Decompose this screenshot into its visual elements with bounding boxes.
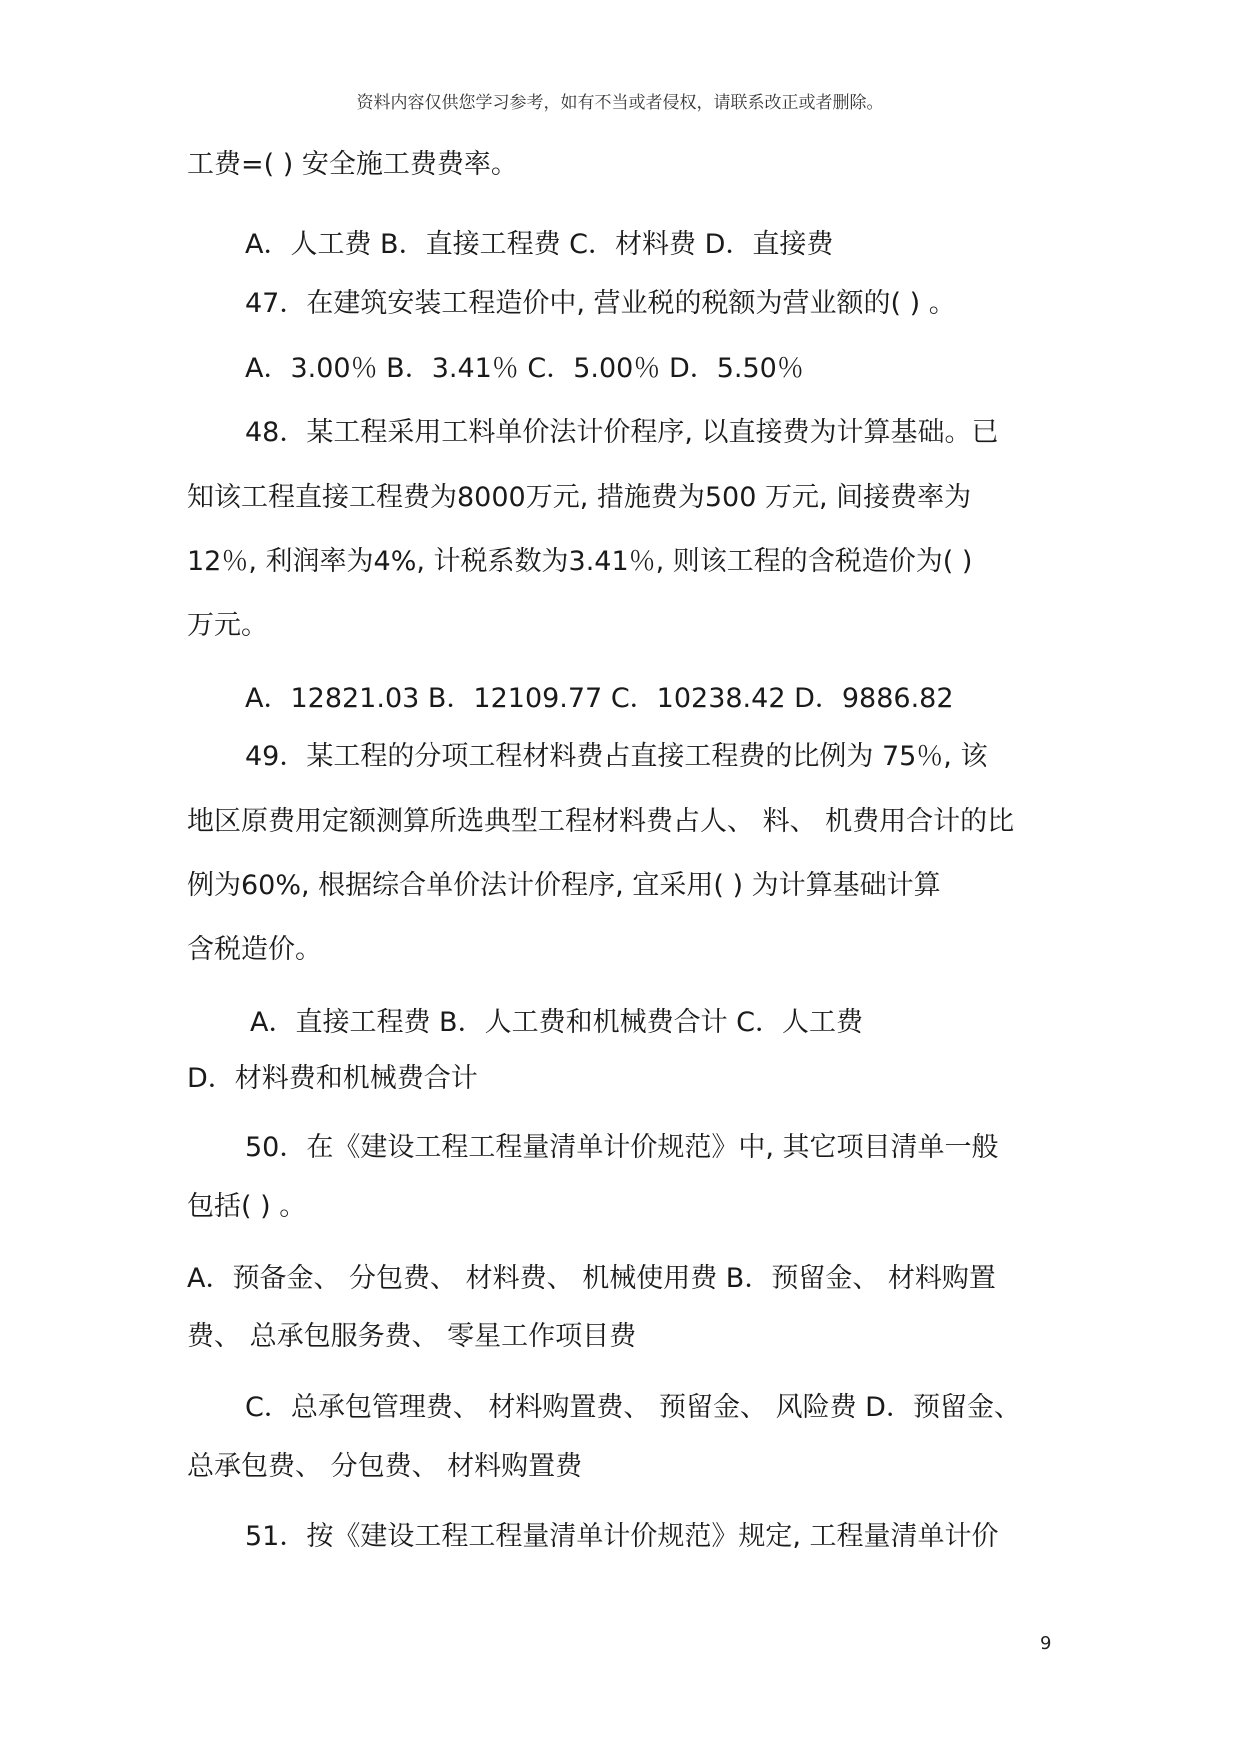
- option-line: A．3.00％ B．3.41％ C．5.00％ D．5.50％: [245, 353, 804, 384]
- option-line: D．材料费和机械费合计: [187, 1063, 478, 1094]
- option-line: A．预备金、 分包费、 材料费、 机械使用费 B．预留金、 材料购置: [187, 1263, 996, 1294]
- text-line: 万元。: [187, 610, 268, 641]
- question-49: 49．某工程的分项工程材料费占直接工程费的比例为 75％, 该: [245, 741, 988, 772]
- option-line: A．人工费 B．直接工程费 C．材料费 D．直接费: [245, 229, 834, 260]
- text-line: 地区原费用定额测算所选典型工程材料费占人、 料、 机费用合计的比: [187, 806, 1015, 837]
- question-51: 51．按《建设工程工程量清单计价规范》规定, 工程量清单计价: [245, 1521, 999, 1552]
- text-line: 含税造价。: [187, 934, 322, 965]
- question-47: 47．在建筑安装工程造价中, 营业税的税额为营业额的( ) 。: [245, 288, 956, 319]
- text-line: 工费=( ) 安全施工费费率。: [187, 149, 518, 180]
- page-number: 9: [1040, 1633, 1052, 1654]
- question-50: 50．在《建设工程工程量清单计价规范》中, 其它项目清单一般: [245, 1132, 999, 1163]
- option-line: A．直接工程费 B．人工费和机械费合计 C．人工费: [250, 1007, 864, 1038]
- text-line: 包括( ) 。: [187, 1191, 307, 1222]
- copyright-notice: 资料内容仅供您学习参考，如有不当或者侵权，请联系改正或者删除。: [356, 93, 884, 113]
- text-line: 知该工程直接工程费为8000万元, 措施费为500 万元, 间接费率为: [187, 482, 972, 513]
- text-line: 例为60%, 根据综合单价法计价程序, 宜采用( ) 为计算基础计算: [187, 870, 941, 901]
- question-48: 48．某工程采用工料单价法计价程序, 以直接费为计算基础。已: [245, 417, 999, 448]
- option-line: 费、 总承包服务费、 零星工作项目费: [187, 1321, 637, 1352]
- text-line: 12％, 利润率为4%, 计税系数为3.41％, 则该工程的含税造价为( ): [187, 546, 973, 577]
- option-line: A．12821.03 B．12109.77 C．10238.42 D．9886.82: [245, 683, 954, 714]
- option-line: 总承包费、 分包费、 材料购置费: [187, 1451, 583, 1482]
- option-line: C．总承包管理费、 材料购置费、 预留金、 风险费 D．预留金、: [245, 1392, 1021, 1423]
